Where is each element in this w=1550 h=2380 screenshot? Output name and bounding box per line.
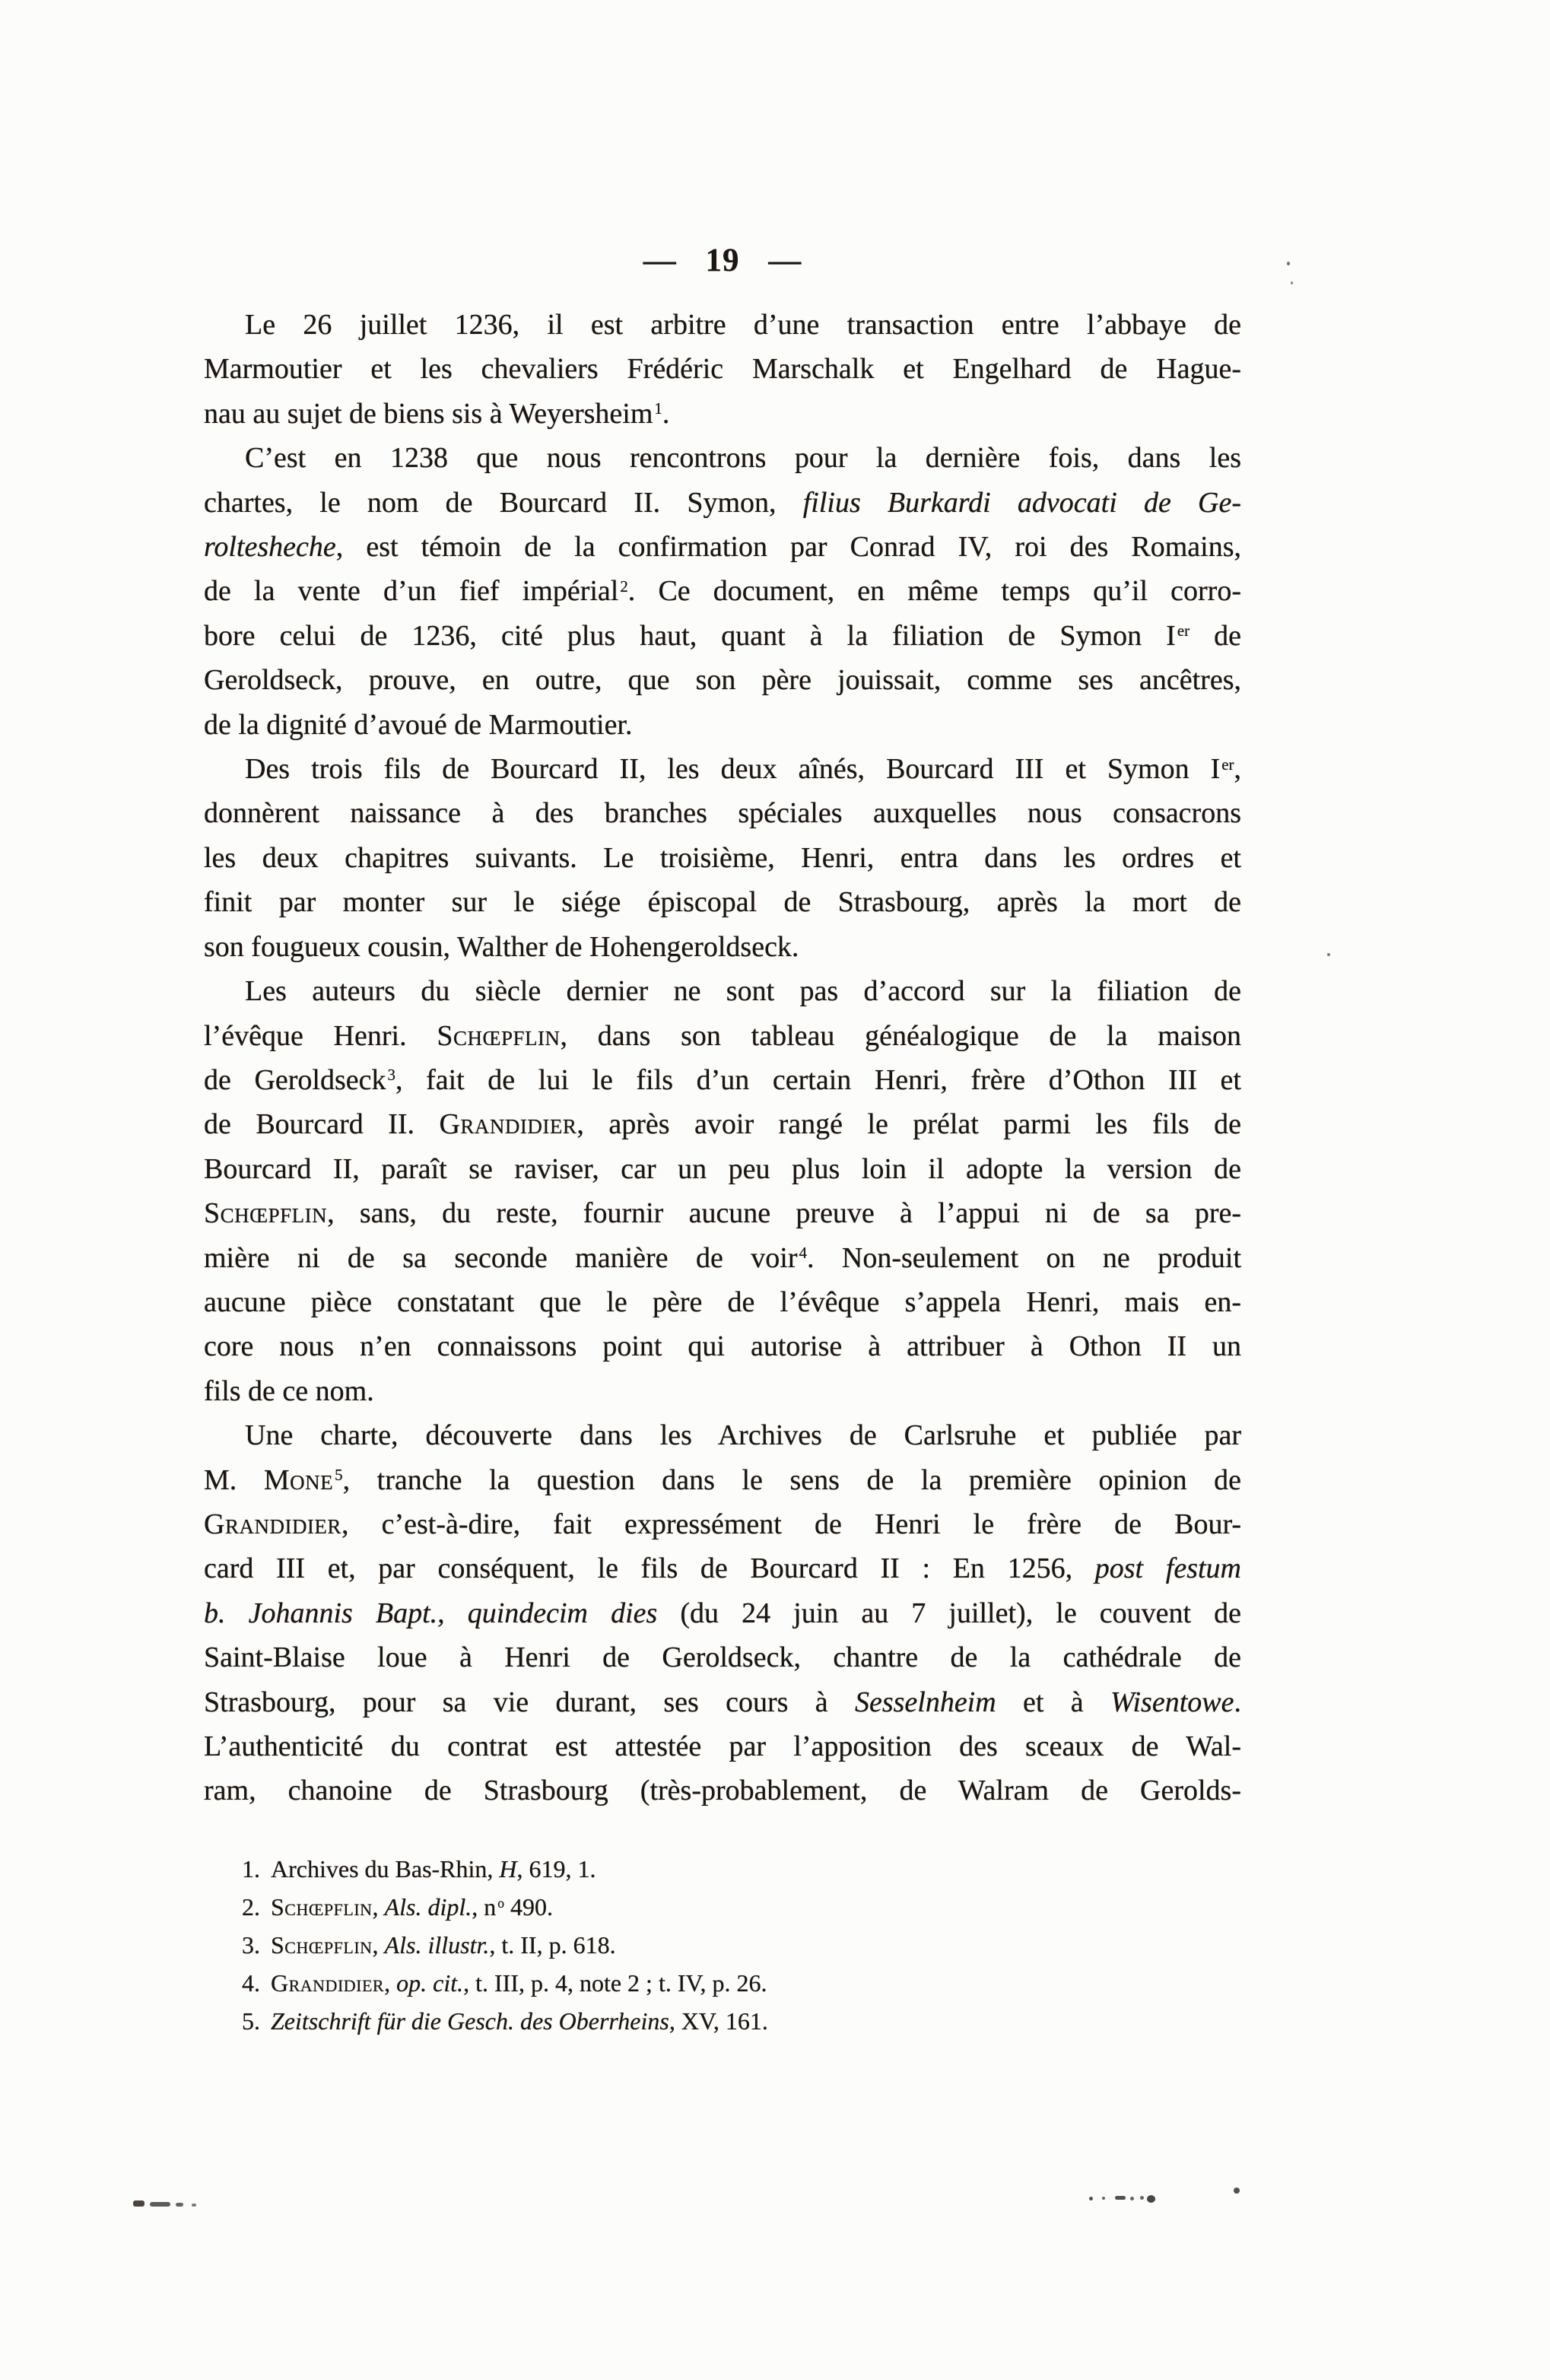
text-line [204, 1014, 1241, 1058]
scan-artifact [1089, 2197, 1093, 2200]
footnote [204, 1888, 1241, 1926]
text-line [204, 658, 1241, 702]
scan-artifact [1327, 953, 1330, 956]
paragraph [204, 1413, 1241, 1813]
scan-artifact [1140, 2196, 1144, 2200]
text-segment: Grandidier [439, 1108, 577, 1141]
text-line [204, 880, 1241, 924]
text-segment: , c’est-à-dire, fait expressément de Henri le frère de Bour- [341, 1508, 1241, 1540]
text-segment: , XV, 161. [669, 2007, 768, 2035]
text-segment: , [372, 1931, 385, 1959]
text-segment: card III et, par conséquent, le fils de Bourcard II : En 1256, [204, 1552, 1095, 1585]
superscript: 3 [387, 1066, 395, 1085]
footnote-number: 4. [242, 1969, 260, 1997]
text-segment: , fait de lui le fils d’un certain Henri, frère d’Othon III et [395, 1063, 1241, 1096]
text-segment: Strasbourg, pour sa vie durant, ses cours à [204, 1686, 855, 1718]
text-segment: ram, chanoine de Strasbourg (très-probablement, de Walram de Gerolds- [204, 1775, 1241, 1807]
text-segment: M. [204, 1463, 264, 1496]
scan-artifact [1147, 2195, 1155, 2203]
text-segment: Le 26 juillet 1236, il est arbitre d’une transaction entre l’abbaye de [245, 309, 1241, 341]
superscript: 5 [335, 1466, 343, 1485]
text-segment: , [372, 1893, 385, 1921]
text-line [204, 969, 1241, 1013]
footnote [204, 1850, 1241, 1888]
paragraph [204, 436, 1241, 747]
text-segment: , après avoir rangé le prélat parmi les fils de [576, 1108, 1242, 1141]
text-line [204, 925, 1241, 969]
footnote [204, 1926, 1241, 1964]
text-segment: . Ce document, en même temps qu’il corro- [627, 575, 1241, 608]
footnote-number: 5. [242, 2007, 260, 2035]
text-segment: Les auteurs du siècle dernier ne sont pas d’accord sur la filiation de [245, 975, 1241, 1008]
footnote-number: 2. [242, 1893, 260, 1921]
text-line [204, 1413, 1241, 1457]
text-segment: Grandidier [271, 1969, 385, 1997]
text-segment: , tranche la question dans le sens de la première opinion de [342, 1463, 1241, 1496]
superscript: 1 [654, 399, 662, 418]
text-segment: Des trois fils de Bourcard II, les deux aînés, Bourcard III et Symon I [245, 753, 1221, 786]
page-number: — 19 — [643, 243, 802, 278]
text-segment: donnèrent naissance à des branches spéciales auxquelles nous consacrons [204, 797, 1241, 830]
text-segment: filius Burkardi advocati de Ge- [802, 486, 1241, 519]
text-segment: 490. [504, 1893, 554, 1921]
scan-artifact [1115, 2196, 1126, 2200]
text-segment: . Non-seulement on ne produit [806, 1241, 1242, 1274]
text-segment: l’évêque Henri. [204, 1019, 437, 1052]
text-line [204, 1236, 1241, 1280]
text-segment: . [1234, 1686, 1241, 1718]
text-segment: mière ni de sa seconde manière de voir [204, 1241, 798, 1274]
text-segment: Grandidier [204, 1508, 341, 1540]
text-line [204, 392, 1241, 436]
text-segment: aucune pièce constatant que le père de l’évêque s’appela Henri, mais en- [204, 1285, 1241, 1318]
superscript: 4 [799, 1244, 807, 1263]
text-line [204, 1280, 1241, 1324]
text-line [204, 525, 1241, 569]
text-line [204, 836, 1241, 880]
text-segment: , [384, 1969, 397, 1997]
text-segment: H [499, 1855, 517, 1883]
text-segment: , dans son tableau généalogique de la maison [560, 1019, 1241, 1052]
text-line [204, 569, 1241, 613]
text-segment: , t. II, p. 618. [489, 1931, 616, 1959]
text-segment: chartes, le nom de Bourcard II. Symon, [204, 486, 803, 519]
body-text [204, 303, 1241, 1813]
text-line [204, 747, 1241, 791]
text-segment: Marmoutier et les chevaliers Frédéric Marschalk et Engelhard de Hague- [204, 353, 1241, 386]
text-segment: , sans, du reste, fournir aucune preuve à l’appui ni de sa pre- [327, 1197, 1241, 1230]
text-line [204, 436, 1241, 480]
text-segment: finit par monter sur le siége épiscopal de Strasbourg, après la mort de [204, 886, 1241, 919]
scan-artifact [1102, 2197, 1105, 2200]
footnote [204, 2002, 1241, 2040]
text-segment: . [662, 397, 670, 430]
scan-artifact [1287, 262, 1290, 265]
text-segment: de [1189, 619, 1241, 652]
text-line [204, 791, 1241, 835]
text-segment: son fougueux cousin, Walther de Hohengeroldseck. [204, 930, 799, 963]
text-line [204, 1502, 1241, 1546]
text-segment: b. Johannis Bapt., quindecim dies [204, 1597, 658, 1629]
text-segment: roltesheche [204, 531, 336, 564]
text-segment: Une charte, découverte dans les Archives de Carlsruhe et publiée par [245, 1419, 1241, 1452]
text-line [204, 1768, 1241, 1813]
text-segment: , [1234, 753, 1241, 786]
text-segment: , est témoin de la confirmation par Conrad IV, roi des Romains, [335, 531, 1241, 564]
paragraph [204, 747, 1241, 969]
text-segment: L’authenticité du contrat est attestée par l’apposition des sceaux de Wal- [204, 1730, 1241, 1762]
text-line [204, 703, 1241, 747]
text-segment: C’est en 1238 que nous rencontrons pour la dernière fois, dans les [245, 442, 1241, 475]
text-line [204, 1324, 1241, 1368]
text-segment: post festum [1094, 1552, 1241, 1585]
text-segment: (du 24 juin au 7 juillet), le couvent de [657, 1597, 1242, 1629]
text-segment: et à [996, 1686, 1110, 1718]
scan-artifact [1130, 2197, 1134, 2200]
text-line [204, 1058, 1241, 1102]
text-segment: de Bourcard II. [204, 1108, 440, 1141]
footnote [204, 1964, 1241, 2002]
text-segment: Als. illustr. [384, 1931, 490, 1959]
text-segment: Geroldseck, prouve, en outre, que son père jouissait, comme ses ancêtres, [204, 664, 1241, 697]
text-line [204, 1458, 1241, 1502]
text-segment: , t. III, p. 4, note 2 ; t. IV, p. 26. [463, 1969, 767, 1997]
text-segment: de la dignité d’avoué de Marmoutier. [204, 708, 633, 741]
text-segment: nau au sujet de biens sis à Weyersheim [204, 397, 653, 430]
text-segment: , 619, 1. [516, 1855, 596, 1883]
text-segment: de Geroldseck [204, 1063, 386, 1096]
scan-artifact [150, 2202, 170, 2207]
scan-artifact [133, 2200, 145, 2207]
superscript: o [497, 1895, 505, 1911]
text-segment: Schœpflin [271, 1931, 373, 1959]
text-line [204, 481, 1241, 525]
paragraph [204, 303, 1241, 436]
text-line [204, 1546, 1241, 1590]
footnote-number: 1. [242, 1855, 260, 1883]
text-segment: Schœpflin [437, 1019, 561, 1052]
text-segment: les deux chapitres suivants. Le troisième, Henri, entra dans les ordres et [204, 841, 1241, 874]
text-line [204, 1369, 1241, 1413]
text-segment: , n [472, 1893, 497, 1921]
scan-artifact [176, 2203, 183, 2207]
text-segment: core nous n’en connaissons point qui autorise à attribuer à Othon II un [204, 1330, 1241, 1363]
text-segment: Archives du Bas-Rhin, [271, 1855, 500, 1883]
text-line [204, 303, 1241, 347]
paragraph [204, 969, 1241, 1413]
text-line [204, 1191, 1241, 1235]
text-line [204, 1102, 1241, 1146]
text-line [204, 614, 1241, 658]
text-segment: de la vente d’un fief impérial [204, 575, 619, 608]
text-segment: Als. dipl. [384, 1893, 472, 1921]
text-segment: Zeitschrift für die Gesch. des Oberrheins [271, 2007, 669, 2035]
text-line [204, 1591, 1241, 1635]
footnote-number: 3. [242, 1931, 260, 1959]
scan-artifact [192, 2204, 196, 2207]
text-segment: Wisentowe [1110, 1686, 1234, 1718]
text-segment: op. cit. [396, 1969, 464, 1997]
text-line [204, 1680, 1241, 1724]
text-line [204, 1147, 1241, 1191]
text-segment: Schœpflin [271, 1893, 373, 1921]
scan-artifact [1234, 2188, 1240, 2194]
text-segment: Schœpflin [204, 1197, 328, 1230]
text-segment: bore celui de 1236, cité plus haut, quant à la filiation de Symon I [204, 619, 1176, 652]
scan-artifact [1291, 281, 1293, 284]
footnotes [204, 1850, 1241, 2040]
text-segment: fils de ce nom. [204, 1374, 374, 1407]
text-line [204, 1724, 1241, 1768]
text-segment: Saint-Blaise loue à Henri de Geroldseck, chantre de la cathédrale de [204, 1641, 1241, 1674]
text-segment: Mone [263, 1463, 334, 1496]
text-segment: Bourcard II, paraît se raviser, car un peu plus loin il adopte la version de [204, 1152, 1241, 1185]
superscript: 2 [620, 577, 628, 596]
superscript: er [1221, 755, 1234, 774]
text-line [204, 347, 1241, 391]
text-segment: Sesselnheim [854, 1686, 996, 1718]
text-line [204, 1635, 1241, 1679]
superscript: er [1177, 621, 1190, 640]
